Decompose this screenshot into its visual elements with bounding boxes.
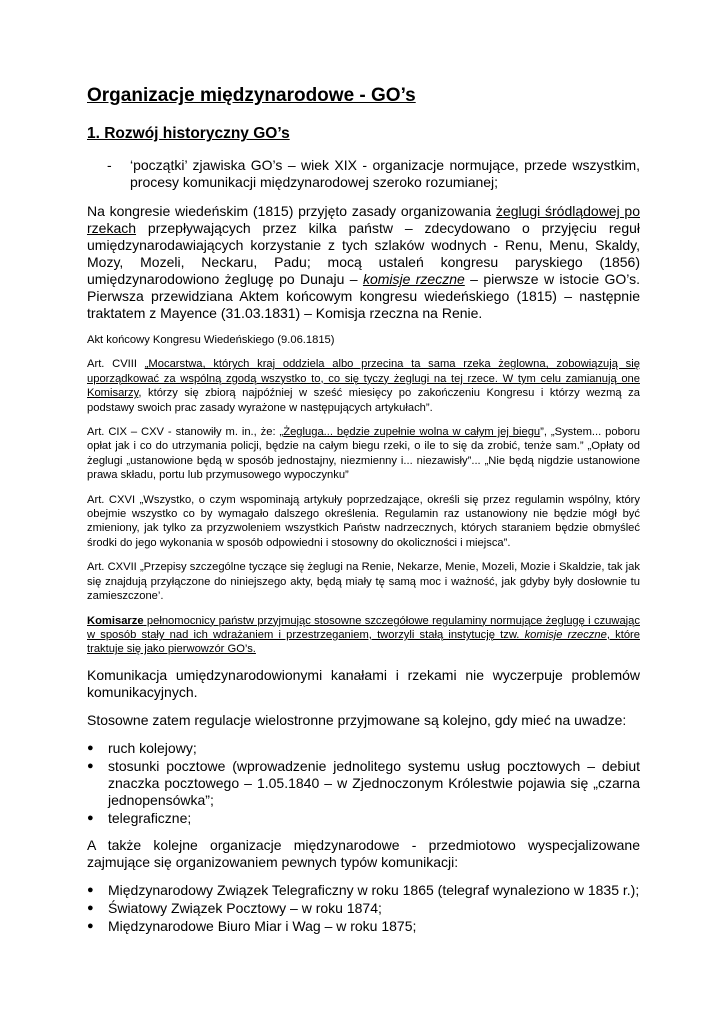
- list-item: [87, 900, 640, 917]
- list-item-text: Światowy Związek Pocztowy – w roku 1874;: [108, 899, 382, 916]
- article-cxvi: Art. CXVI „Wszystko, o czym wspominają artykuły poprzedzające, określi się przez regulamin wspólny, który obejmie wszystko co by wymagało dalszego określenia. Regulamin raz ustanowiony nie będzie mógł być zmieniony, jak tylko za przyzwoleniem wszystkich Państw nadrzecznych, których staraniem będzie obmyśleć środki do jego wykonania w sposób odpowiedni i stosowny do okoliczności i miejsca”.: [87, 493, 640, 549]
- dash-marker: -: [107, 157, 112, 173]
- underlined-text: żeglugi śródlądowej po rzekach: [87, 203, 640, 236]
- list-item-text: Międzynarodowe Biuro Miar i Wag – w roku 1875;: [108, 917, 417, 934]
- document-page: [87, 80, 640, 945]
- list-item: [87, 882, 640, 899]
- text-run: przepływających przez kilka państw – zdecydowano o przyjęciu reguł umiędzynarodawiających korzystanie z tych szlaków wodnych - Renu, Menu, Skaldy, Mozy, Mozeli, Neckaru, Padu; mocą ustaleń kongresu paryskiego (1856) umiędzynarodowiono żeglugę po Dunaju –: [87, 220, 640, 287]
- act-caption: Akt końcowy Kongresu Wiedeńskiego (9.06.1815): [87, 334, 335, 346]
- document-title: Organizacje międzynarodowe - GO’s: [87, 85, 416, 106]
- list-item: [87, 918, 640, 935]
- italic-underlined-text: komisje rzeczne: [362, 271, 465, 287]
- list-item: [87, 810, 640, 827]
- list-item: [87, 758, 640, 809]
- commissioners-paragraph: [87, 614, 640, 657]
- text-run: Na kongresie wiedeńskim (1815) przyjęto zasady organizowania: [87, 203, 496, 219]
- bold-term: Komisarze: [87, 614, 144, 627]
- text-run: , które traktuje się jako pierwowzór GO’s.: [87, 628, 640, 656]
- organization-list: [87, 882, 640, 935]
- italic-text: komisje rzeczne: [524, 628, 607, 641]
- text-run: Art. CVIII: [87, 358, 145, 371]
- list-item: [87, 740, 640, 757]
- article-cviii: [87, 357, 640, 415]
- list-item-text: stosunki pocztowe (wprowadzenie jednolitego systemu usług pocztowych – debiut znaczka pocztowego – 1.05.1840 – w Zjednoczonym Królestwie pojawia się „czarna jednopensówka”;: [108, 757, 640, 808]
- text-run: pełnomocnicy państw przyjmując stosowne szczegółowe regulaminy normujące żeglugę i czuwając w sposób stały nad ich wdrażaniem i przestrzeganiem, tworzyli stałą instytucję tzw.: [87, 614, 640, 641]
- paragraph-vienna-congress: [87, 203, 640, 322]
- bullet-icon: ●: [87, 883, 94, 896]
- article-cxvii: Art. CXVII „Przepisy szczególne tyczące się żeglugi na Renie, Nekarze, Menie, Mozeli, Mozie i Skaldzie, tak jak się znajdują przyłączone do niniejszego akty, będą miały tę samą moc i ważność, jak gdyby były dosłownie tu zamieszczone’.: [87, 561, 640, 603]
- paragraph-regulations: Stosowne zatem regulacje wielostronne przyjmowane są kolejno, gdy mieć na uwadze:: [87, 711, 627, 728]
- text-run: Art. CIX – CXV - stanowiły m. in., że: „: [87, 426, 284, 439]
- bullet-icon: ●: [87, 901, 94, 914]
- underlined-text: Żegluga... będzie zupełnie wolna w całym jej biegu: [283, 426, 541, 439]
- paragraph-organizations: A także kolejne organizacje międzynarodowe - przedmiotowo wyspecjalizowane zajmujące się organizowaniem pewnych typów komunikacji:: [87, 836, 640, 870]
- bullet-icon: ●: [87, 759, 94, 772]
- text-run: ”, „System... poboru opłat jak i co do utrzymania policji, będzie na całym biegu rzeki, o ile to się da zrobić, tenże sam.” „Opłaty od żeglugi „ustanowione będą w sposób jednostajny, niezmienny i... niezawisły”... „Nie będą nigdzie ustanowione prawa składu, portu lub przymusowego wypoczynku”: [87, 426, 640, 482]
- article-cix-cxv: [87, 425, 640, 483]
- dash-list-item: [107, 157, 640, 191]
- section-heading: 1. Rozwój historyczny GO’s: [87, 125, 290, 142]
- list-item-text: Międzynarodowy Związek Telegraficzny w roku 1865 (telegraf wynaleziono w 1835 r.);: [108, 881, 640, 898]
- bullet-icon: ●: [87, 741, 94, 754]
- list-item-text: telegraficzne;: [108, 809, 192, 826]
- underlined-text: „Mocarstwa, których kraj oddziela albo przecina ta sama rzeka żeglowna, zobowiązują się uporządkować za wspólną zgodą wszystko to, co się tyczy żeglugi na tej rzece. W tym celu zamianują one Komisarzy: [87, 358, 640, 400]
- text-run: , którzy się zbiorą najpóźniej w sześć miesięcy po zakończeniu Kongresu i którzy wezmą za podstawy swoich prac zasady wyrażone w następujących artykułach”.: [87, 387, 640, 414]
- bullet-icon: ●: [87, 919, 94, 932]
- list-item-text: ruch kolejowy;: [108, 739, 197, 756]
- dash-item-text: ‘początki’ zjawiska GO’s – wiek XIX - organizacje normujące, przede wszystkim, procesy komunikacji międzynarodowej szeroko rozumianej;: [130, 157, 640, 190]
- regulation-list: [87, 740, 640, 827]
- paragraph-communication: Komunikacja umiędzynarodowionymi kanałami i rzekami nie wyczerpuje problemów komunikacyjnych.: [87, 666, 640, 700]
- text-run: – pierwsze w istocie GO’s. Pierwsza przewidziana Aktem końcowym kongresu wiedeńskiego (1815) – następnie traktatem z Mayence (31.03.1831) – Komisja rzeczna na Renie.: [87, 271, 641, 321]
- bullet-icon: ●: [87, 811, 94, 824]
